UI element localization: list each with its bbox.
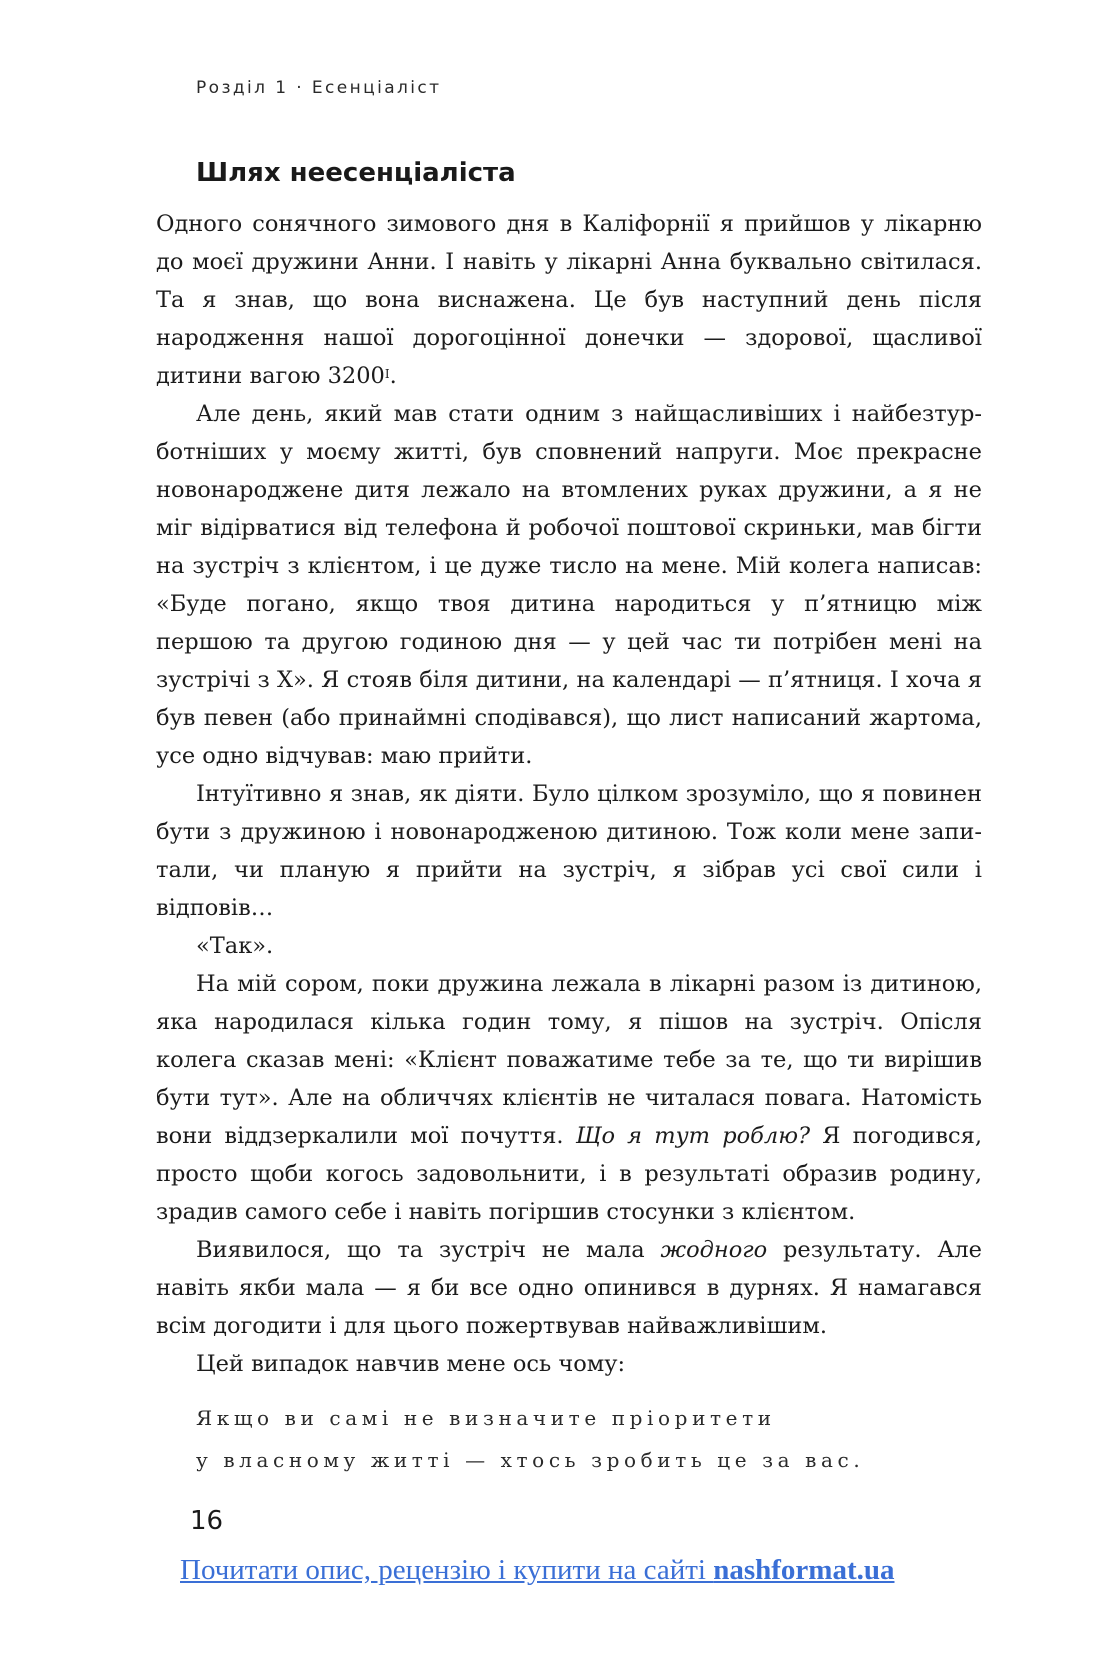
promo-link-site[interactable]: nashformat.ua [713, 1554, 895, 1586]
running-head: Розділ 1 · Есенціаліст [196, 78, 442, 98]
body-text [156, 205, 982, 1383]
paragraph-3: Інтуїтивно я знав, як діяти. Було цілком зрозуміло, що я повинен бути з дружиною і новонародженою дитиною. Тож коли мене запитали, чи планую я прийти на зустріч, я зібрав усі свої сили і відповів… [156, 781, 982, 921]
paragraph-5-italic: Що я тут роблю? [575, 1123, 811, 1149]
paragraph-6-part-a: Виявилося, що та зустріч не мала [196, 1237, 661, 1263]
paragraph-5 [156, 965, 982, 1231]
paragraph-7: Цей випадок навчив мене ось чому: [196, 1351, 626, 1377]
footnote-marker[interactable]: I [384, 367, 390, 381]
epigraph-line-2: у власному житті — хтось зробить це за вас. [196, 1448, 865, 1472]
paragraph-6 [156, 1231, 982, 1345]
paragraph-1-end: . [389, 363, 397, 389]
paragraph-1 [156, 205, 982, 395]
page-number: 16 [190, 1506, 224, 1536]
promo-link-text[interactable]: Почитати опис, рецензію і купити на сайті [180, 1554, 714, 1586]
section-title: Шлях неесенціаліста [196, 158, 516, 188]
paragraph-6-part-b: результату. Але навіть якби мала — я би все одно опинився в дурнях. Я намагався всім догодити і для цього пожертвував найважливішим. [156, 1237, 982, 1339]
epigraph [196, 1397, 864, 1481]
epigraph-line-1: Якщо ви самі не визначите пріоритети [196, 1406, 776, 1430]
paragraph-4: «Так». [196, 933, 274, 959]
paragraph-2: Але день, який мав стати одним з найщасливіших і найбезтурботніших у моєму житті, був сповнений напруги. Моє прекрасне новонароджене дитя лежало на втомлених руках дружини, а я не міг відірватися від телефона й робочої поштової скриньки, мав бігти на зустріч з клієнтом, і це дуже тисло на мене. Мій колега написав: «Буде погано, якщо твоя дитина народиться у п’ятницю між першою та другою годиною дня — у цей час ти потрібен мені на зустрічі з Х». Я стояв біля дитини, на календарі — п’ятниця. І хоча я був певен (або принаймні сподівався), що лист написаний жартома, усе одно відчував: маю прийти. [156, 401, 982, 769]
paragraph-5-part-b: Я погодився, просто щоби когось задовольнити, і в результаті образив родину, зрадив самого себе і навіть погіршив стосунки з клієнтом. [156, 1123, 983, 1225]
paragraph-1-text: Одного сонячного зимового дня в Каліфорнії я прийшов у лікарню до моєї дружини Анни. І навіть у лікарні Анна буквально світилася. Та я знав, що вона виснажена. Це був наступний день після народження нашої дорогоцінної донечки — здорової, щасливої дитини вагою 3200 [156, 211, 982, 389]
paragraph-5-part-a: На мій сором, поки дружина лежала в лікарні разом із дитиною, яка народилася кілька годин тому, я пішов на зустріч. Опісля колега сказав мені: «Клієнт поважатиме тебе за те, що ти вирішив бути тут». Але на обличчях клієнтів не читалася повага. Натомість вони віддзеркалили мої почуття. [156, 971, 982, 1149]
promo-link[interactable] [180, 1554, 894, 1587]
paragraph-6-italic: жодного [660, 1237, 768, 1263]
